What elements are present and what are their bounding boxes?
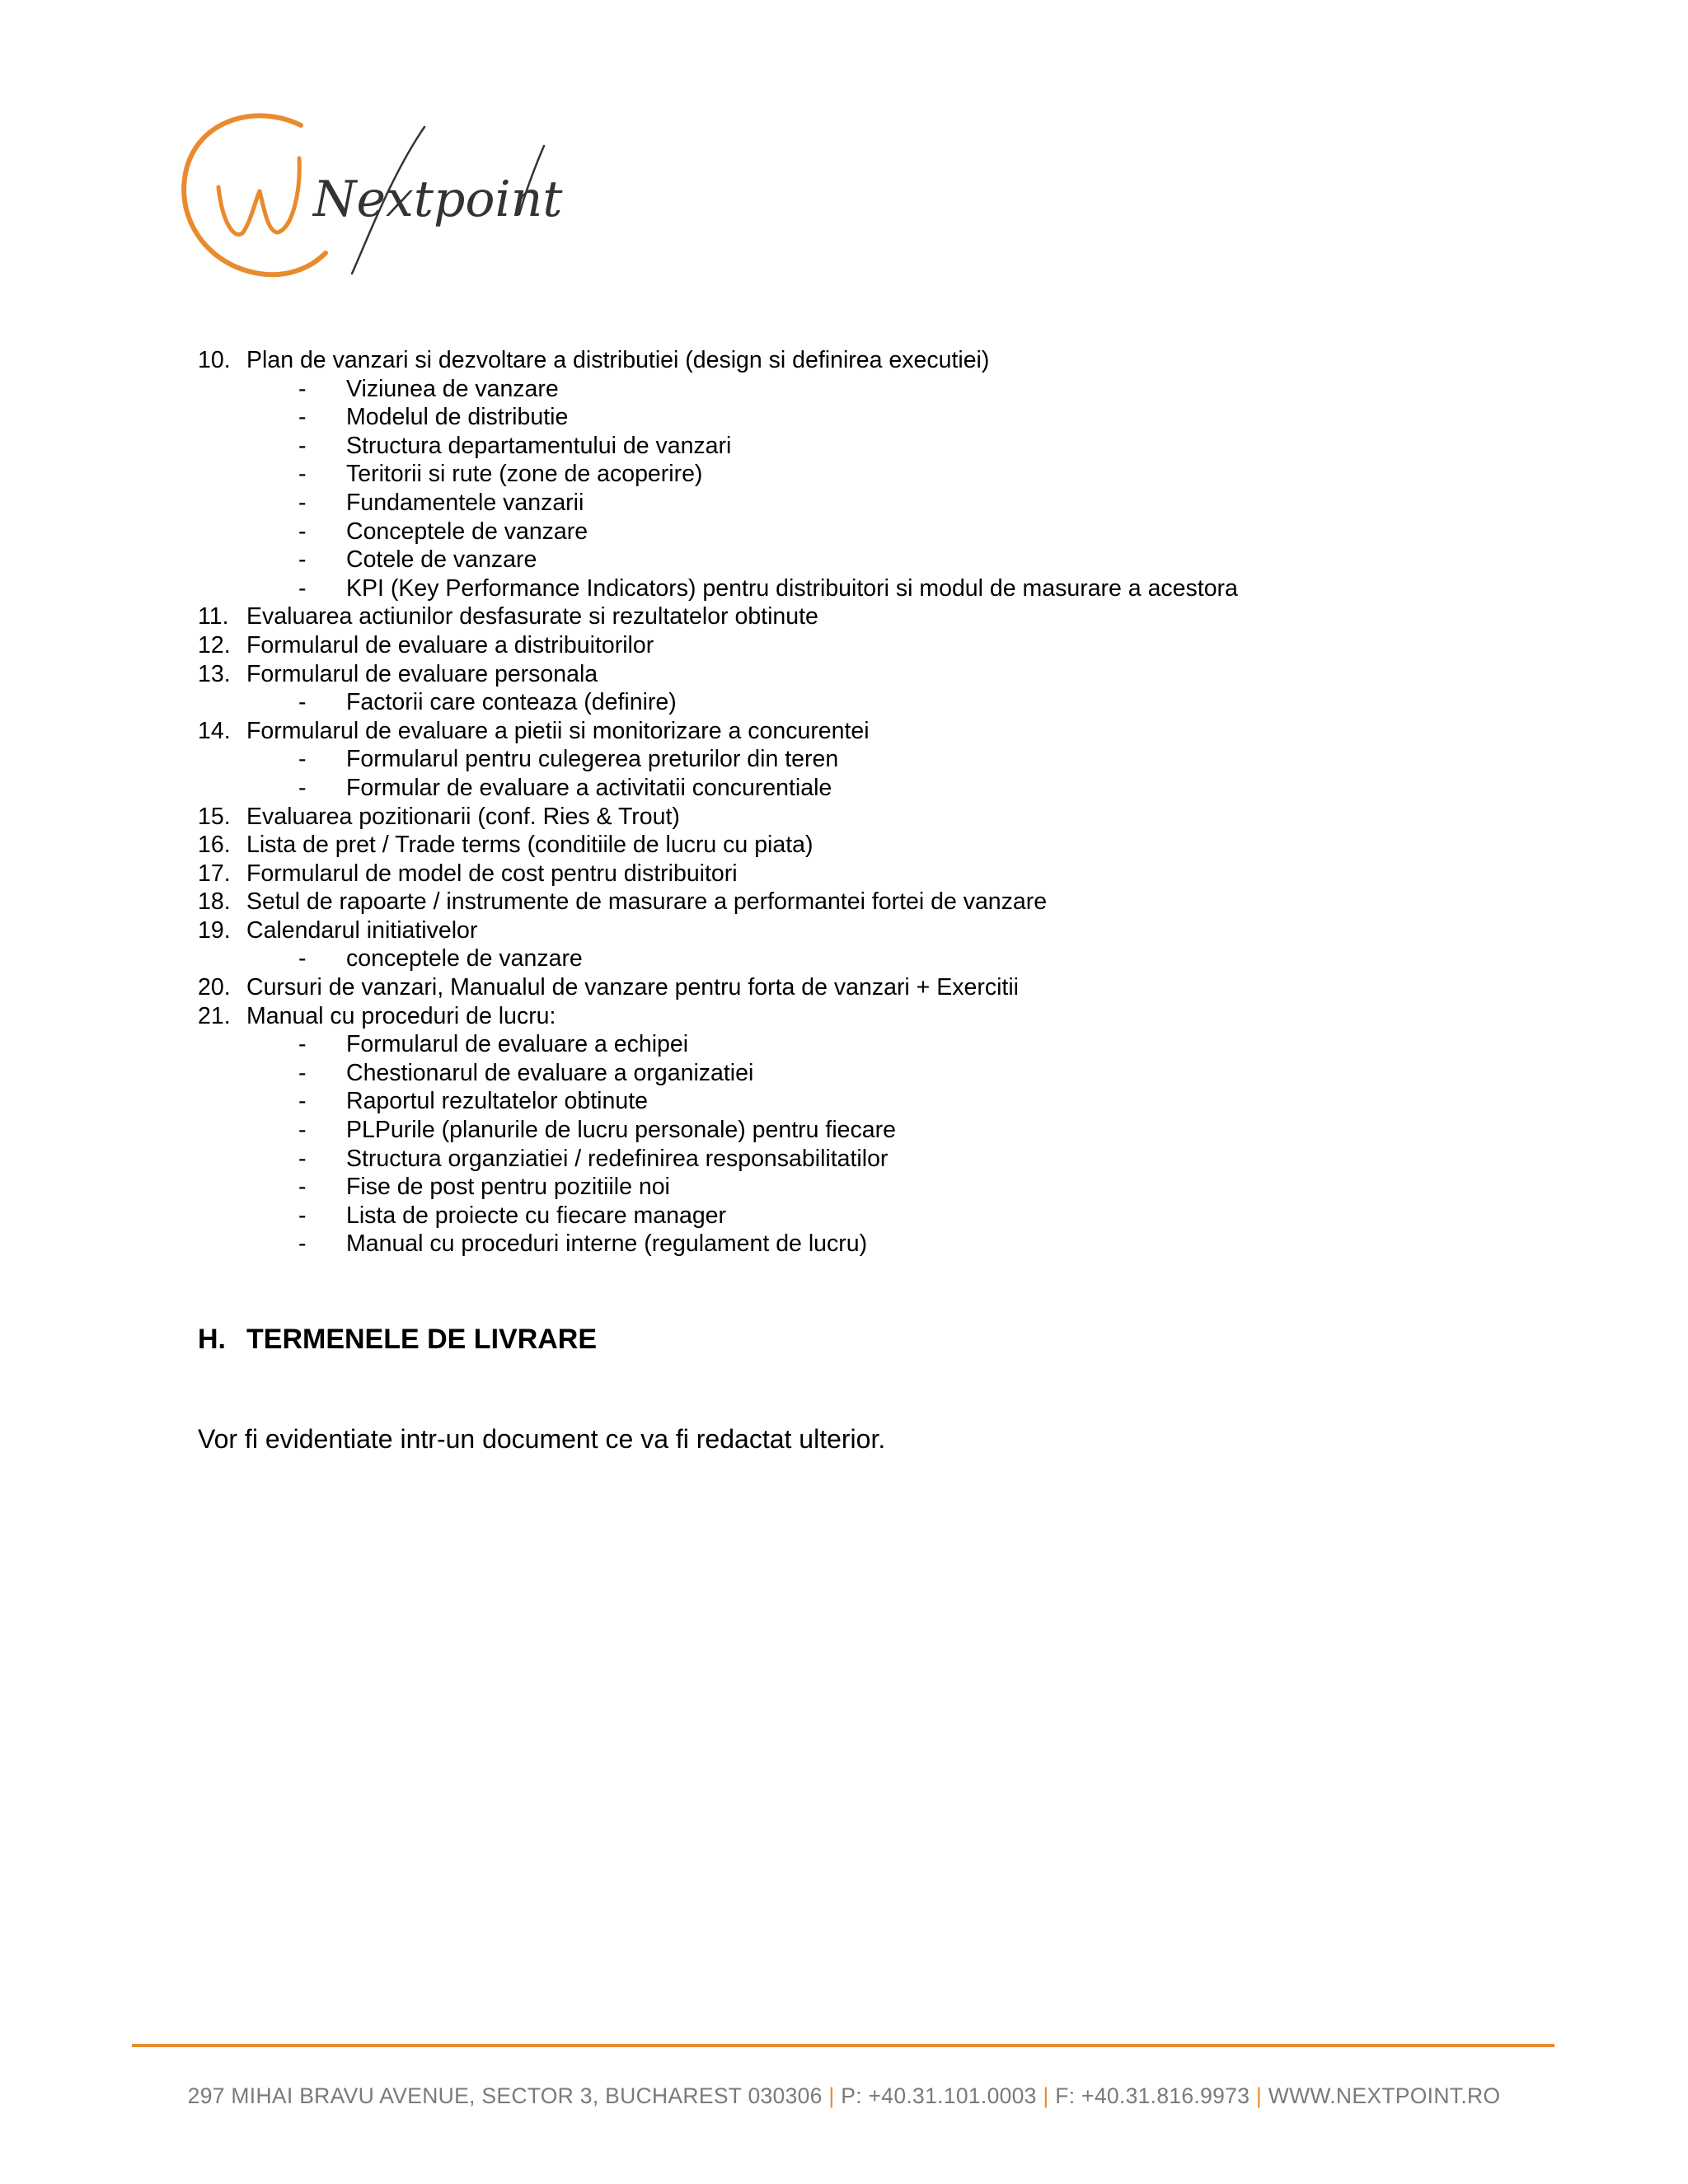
section-paragraph: Vor fi evidentiate intr-un document ce va fi redactat ulterior.: [198, 1424, 886, 1454]
list-item-number: 21.: [198, 1002, 231, 1029]
dash-bullet: -: [298, 574, 307, 602]
sub-item: [198, 518, 1558, 546]
list-item-text: Evaluarea actiunilor desfasurate si rezultatelor obtinute: [246, 603, 818, 630]
sub-item: [198, 460, 1558, 489]
section-heading: [198, 1324, 597, 1356]
dash-bullet: -: [298, 1088, 307, 1115]
section-title: TERMENELE DE LIVRARE: [246, 1324, 598, 1355]
dash-bullet: -: [298, 1145, 307, 1172]
sub-item-text: PLPurile (planurile de lucru personale) pentru fiecare: [346, 1117, 896, 1144]
sub-item: [198, 574, 1558, 603]
list-item: [198, 803, 1558, 832]
list-item-text: Calendarul initiativelor: [246, 916, 478, 944]
sub-item-text: Lista de proiecte cu fiecare manager: [346, 1202, 727, 1229]
dash-bullet: -: [298, 1059, 307, 1086]
sub-item-text: Cotele de vanzare: [346, 546, 537, 574]
list-item-number: 18.: [198, 888, 231, 916]
sub-item-text: conceptele de vanzare: [346, 945, 583, 972]
sub-item-text: KPI (Key Performance Indicators) pentru distribuitori si modul de masurare a acestora: [346, 574, 1238, 602]
footer-divider: [132, 2044, 1554, 2047]
sub-item-text: Factorii care conteaza (definire): [346, 689, 677, 716]
list-item: [198, 1002, 1558, 1031]
sub-item: [198, 1087, 1558, 1116]
sub-item-text: Raportul rezultatelor obtinute: [346, 1088, 648, 1115]
list-item: [198, 602, 1558, 631]
dash-bullet: -: [298, 461, 307, 488]
sub-item-text: Fundamentele vanzarii: [346, 489, 584, 516]
list-item-number: 16.: [198, 832, 231, 859]
sub-item: [198, 688, 1558, 717]
list-item: [198, 831, 1558, 860]
deliverables-list: [198, 346, 1558, 1258]
list-item-number: 13.: [198, 660, 231, 687]
sub-item: [198, 403, 1558, 432]
sub-item-text: Chestionarul de evaluare a organizatiei: [346, 1059, 754, 1086]
sub-item: [198, 375, 1558, 404]
dash-bullet: -: [298, 1117, 307, 1144]
list-item-text: Manual cu proceduri de lucru:: [246, 1002, 556, 1029]
list-item: [198, 888, 1558, 916]
list-item-number: 20.: [198, 974, 231, 1001]
dash-bullet: -: [298, 432, 307, 459]
list-item: [198, 860, 1558, 888]
sub-item-text: Formular de evaluare a activitatii concurentiale: [346, 774, 832, 801]
list-item-text: Setul de rapoarte / instrumente de masurare a performantei fortei de vanzare: [246, 888, 1048, 916]
dash-bullet: -: [298, 375, 307, 402]
list-item-number: 12.: [198, 631, 231, 658]
dash-bullet: -: [298, 546, 307, 574]
sub-item: [198, 489, 1558, 518]
list-item-number: 19.: [198, 916, 231, 944]
dash-bullet: -: [298, 689, 307, 716]
list-item: [198, 973, 1558, 1002]
list-item-number: 10.: [198, 347, 231, 373]
dash-bullet: -: [298, 774, 307, 801]
dash-bullet: -: [298, 1202, 307, 1229]
list-item-text: Formularul de model de cost pentru distribuitori: [246, 860, 738, 887]
company-logo: [177, 109, 565, 286]
list-item-text: Evaluarea pozitionarii (conf. Ries & Trout): [246, 803, 680, 830]
list-item-text: Formularul de evaluare personala: [246, 660, 598, 687]
footer-separator: |: [828, 2083, 835, 2108]
dash-bullet: -: [298, 404, 307, 431]
sub-item: [198, 432, 1558, 461]
list-item-text: Formularul de evaluare a distribuitorilor: [246, 631, 654, 658]
sub-item-text: Fise de post pentru pozitiile noi: [346, 1174, 670, 1201]
dash-bullet: -: [298, 1031, 307, 1058]
list-item-text: Plan de vanzari si dezvoltare a distributiei (design si definirea executiei): [246, 347, 990, 373]
list-item-number: 14.: [198, 717, 231, 744]
sub-item: [198, 1116, 1558, 1145]
footer: [0, 2083, 1688, 2109]
sub-item: [198, 1059, 1558, 1088]
logo-text: Nextpoint.: [313, 171, 565, 228]
sub-item-text: Structura departamentului de vanzari: [346, 432, 732, 459]
sub-item-text: Formularul pentru culegerea preturilor din teren: [346, 746, 839, 773]
sub-item-text: Modelul de distributie: [346, 404, 569, 431]
sub-item-text: Manual cu proceduri interne (regulament de lucru): [346, 1230, 868, 1258]
dash-bullet: -: [298, 518, 307, 545]
list-item-number: 11.: [198, 603, 229, 630]
list-item: [198, 717, 1558, 746]
sub-item-text: Structura organziatiei / redefinirea responsabilitatilor: [346, 1145, 889, 1172]
sub-item: [198, 745, 1558, 774]
footer-fax: F: +40.31.816.9973: [1055, 2083, 1250, 2108]
footer-separator: |: [1043, 2083, 1049, 2108]
sub-item-text: Formularul de evaluare a echipei: [346, 1031, 689, 1058]
sub-item: [198, 1173, 1558, 1202]
dash-bullet: -: [298, 1174, 307, 1201]
dash-bullet: -: [298, 746, 307, 773]
sub-item: [198, 546, 1558, 574]
list-item: [198, 916, 1558, 945]
sub-item: [198, 944, 1558, 973]
section-letter: H.: [198, 1324, 226, 1355]
list-item: [198, 660, 1558, 689]
list-item-text: Formularul de evaluare a pietii si monitorizare a concurentei: [246, 717, 870, 744]
list-item-text: Cursuri de vanzari, Manualul de vanzare pentru forta de vanzari + Exercitii: [246, 974, 1020, 1001]
footer-phone: P: +40.31.101.0003: [841, 2083, 1037, 2108]
footer-website[interactable]: WWW.NEXTPOINT.RO: [1268, 2083, 1501, 2108]
sub-item: [198, 1202, 1558, 1230]
sub-item: [198, 1030, 1558, 1059]
document-body: [198, 346, 1558, 1454]
sub-item: [198, 1145, 1558, 1174]
list-item-number: 15.: [198, 803, 231, 830]
list-item: [198, 346, 1558, 375]
footer-separator: |: [1255, 2083, 1263, 2108]
dash-bullet: -: [298, 489, 307, 516]
list-item: [198, 631, 1558, 660]
list-item-text: Lista de pret / Trade terms (conditiile de lucru cu piata): [246, 832, 814, 859]
sub-item-text: Teritorii si rute (zone de acoperire): [346, 461, 703, 488]
sub-item: [198, 1230, 1558, 1258]
dash-bullet: -: [298, 945, 307, 972]
list-item-number: 17.: [198, 860, 231, 887]
sub-item: [198, 774, 1558, 803]
dash-bullet: -: [298, 1230, 307, 1258]
footer-address: 297 MIHAI BRAVU AVENUE, SECTOR 3, BUCHAREST 030306: [187, 2083, 823, 2108]
sub-item-text: Viziunea de vanzare: [346, 375, 559, 402]
sub-item-text: Conceptele de vanzare: [346, 518, 588, 545]
